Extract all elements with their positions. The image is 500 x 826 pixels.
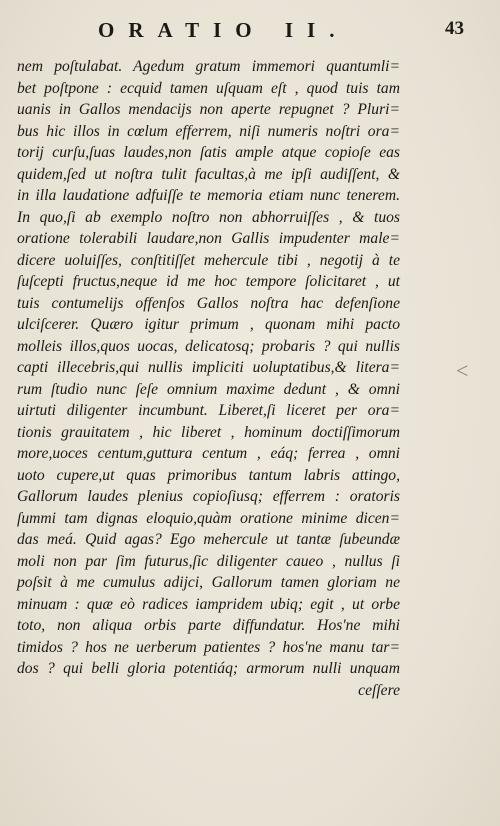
text-line: oratione tolerabili laudare,non Gallis impudenter male= (17, 230, 400, 247)
text-line: minuam : quæ eò radices iampridem ubiq; egit , ut orbe (17, 595, 400, 613)
text-line: rum ſtudio nunc ſeſe omnium maxime dedunt , & omni (17, 380, 400, 398)
text-line: poſsit à me cumulus adijci, Gallorum tamen gloriam ne (17, 574, 400, 591)
text-line: tionis grauitatem , hic liberet , hominum doctiſſimorum (17, 423, 400, 441)
text-line: Gallorum laudes plenius copioſiusq; efferrem : oratoris (17, 488, 400, 505)
text-line: dicere uoluiſſes, conſtitiſſet mehercule tibi , negotij à te (17, 251, 400, 269)
text-line: toto, non aliqua orbis parte diffundatur. Hos'ne mihi (17, 617, 400, 634)
text-line: more,uoces centum,guttura centum , eáq; ferrea , omni (17, 445, 400, 462)
text-line: tuis contumelijs offenſos Gallos noſtra hac defenſione (17, 294, 400, 312)
text-line: ſuſcepti fructus,neque id me hoc tempore ſolicitaret , ut (17, 273, 400, 290)
text-line: timidos ? hos ne uerberum patientes ? hos'ne manu tar= (17, 638, 400, 656)
text-line: in illa laudatione adfuiſſe te memoria etiam nunc tenerem. (17, 187, 400, 204)
text-line: ceſſere (358, 681, 400, 699)
text-line: ſummi tam dignas eloquio,quàm oratione minime dicen= (17, 509, 400, 527)
text-line: capti illecebris,qui nullis impliciti uoluptatibus,& litera= (17, 359, 400, 376)
text-line: moli non par ſim futurus,ſic diligenter caueo , nullus ſi (17, 552, 400, 570)
text-line: In quo,ſi ab exemplo noſtro non abhorruiſſes , & tuos (17, 208, 400, 226)
margin-mark: < (456, 358, 469, 383)
text-line: torij curſu,ſuas laudes,non ſatis ample atque copioſe eas (17, 144, 400, 161)
text-line: ulciſcerer. Quæro igitur primum , quonam mihi pacto (17, 316, 400, 333)
text-line: uanis in Gallos mendacijs non aperte repugnet ? Pluri= (17, 101, 400, 118)
body-text (17, 56, 400, 701)
text-line: uirtuti diligenter incumbunt. Liberet,ſi liceret per ora= (17, 402, 400, 419)
text-line: dos ? qui belli gloria potentiáq; armorum nulli unquam (17, 660, 400, 677)
text-line: bus hic illos in cœlum efferrem, niſi numeris noſtri ora= (17, 122, 400, 140)
running-title: ORATIO II. (98, 18, 349, 42)
text-line: molleis illos,quos uocas, delicatosq; probaris ? qui nullis (17, 337, 400, 355)
text-line: quidem,ſed ut noſtra tulit facultas,à me ipſi audiſſent, & (17, 165, 400, 183)
text-line: bet poſtpone : ecquid tamen uſquam eſt , quod tuis tam (17, 79, 400, 97)
text-line: uoto cupere,ut quas primoribus tantum labris attingo, (17, 466, 400, 484)
text-line: nem poſtulabat. Agedum gratum immemori quantumli= (17, 58, 400, 75)
text-line: das meá. Quid agas? Ego mehercule ut tantæ ſubeundæ (17, 531, 400, 548)
running-head (0, 16, 500, 44)
page-number: 43 (445, 18, 464, 39)
